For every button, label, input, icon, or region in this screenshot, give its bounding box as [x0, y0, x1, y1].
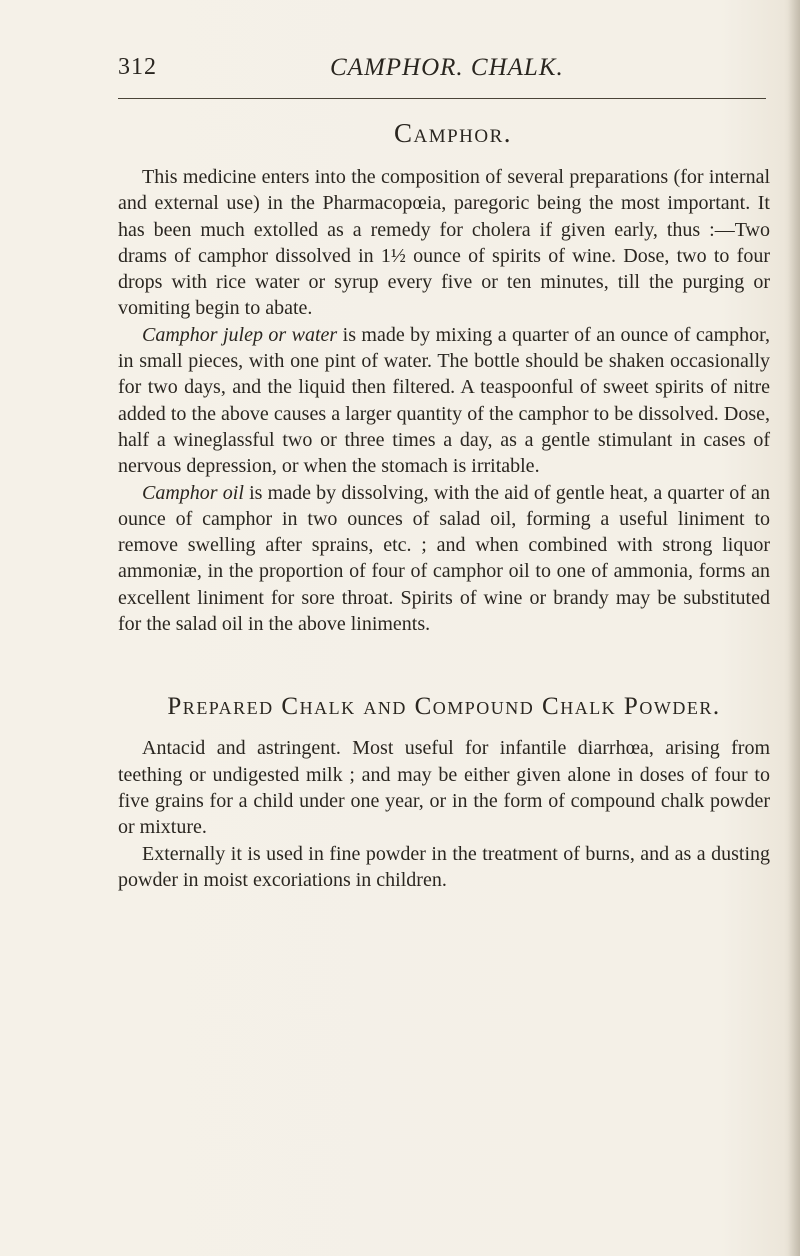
paragraph-chalk-uses: [118, 735, 770, 840]
paragraph-text: Externally it is used in fine powder in the treatment of burns, and as a dusting powder in moist excoriations in children.: [118, 842, 770, 891]
section-heading-camphor: Camphor.: [393, 118, 513, 148]
paragraph-text: is made by dissolving, with the aid of gentle heat, a quarter of an ounce of camphor in two ounces of salad oil, forming a useful liniment to remove swelling after sprains, etc. ; and when combined with strong liquor ammoniæ, in the proportion of four of camphor oil to one of ammonia, forms an excellent liniment for sore throat. Spirits of wine or brandy may be substituted for the salad oil in the above liniments.: [118, 481, 770, 636]
paragraph-text: Antacid and astringent. Most useful for infantile diarrhœa, arising from teething or undigested milk ; and may be either given alone in doses of four to five grains for a child under one year, or in the form of compound chalk powder or mixture.: [118, 737, 770, 839]
paragraph-camphor-intro: [118, 164, 770, 322]
paragraph-text: is made by mixing a quarter of an ounce of camphor, in small pieces, with one pint of water. The bottle should be shaken occasionally for two days, and the liquid then filtered. A teaspoonful of sweet spirits of nitre added to the above causes a larger quantity of the camphor to be dissolved. Dose, half a wineglassful two or three times a day, as a gentle stimulant in cases of nervous depression, or when the stomach is irritable.: [118, 323, 770, 478]
paragraph-chalk-external: [118, 841, 770, 894]
term-camphor-oil: Camphor oil: [142, 481, 244, 504]
running-head: [110, 50, 770, 90]
section-heading-chalk: Prepared Chalk and Compound Chalk Powder.: [167, 693, 721, 721]
page-edge-shadow: [788, 0, 800, 1256]
paragraph-camphor-julep: [118, 322, 770, 480]
header-rule: [118, 98, 766, 99]
page-body: [118, 110, 770, 893]
running-head-title: CAMPHOR. CHALK.: [330, 54, 564, 81]
paragraph-camphor-oil: [118, 480, 770, 638]
page-number: 312: [118, 54, 157, 80]
paragraph-text: This medicine enters into the composition of several preparations (for internal and external use) in the Pharmacopœia, paregoric being the most important. It has been much extolled as a remedy for cholera if given early, thus :—Two drams of camphor dissolved in 1½ ounce of spirits of wine. Dose, two to four drops with rice water or syrup every five or ten minutes, till the purging or vomiting begin to abate.: [118, 166, 770, 320]
term-camphor-julep: Camphor julep or water: [142, 323, 338, 346]
